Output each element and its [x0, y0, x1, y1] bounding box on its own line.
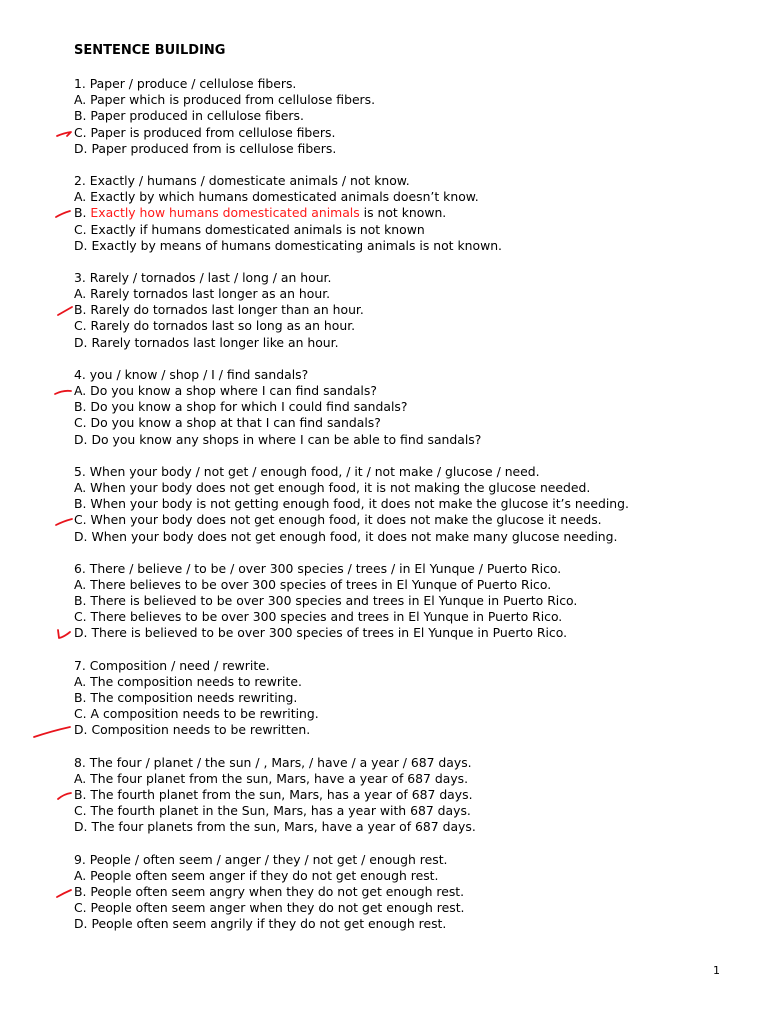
option-letter: D. [74, 431, 88, 447]
option-letter: C. [74, 124, 87, 140]
answer-option [74, 335, 734, 351]
option-text: When your body does not get enough food, it does not make the glucose it needs. [90, 512, 602, 528]
answer-option [74, 238, 734, 254]
option-letter: C. [74, 803, 87, 819]
answer-option [74, 674, 734, 690]
answer-option [74, 432, 734, 448]
option-text: Do you know any shops in where I can be able to find sandals? [91, 431, 482, 447]
option-letter: B. [74, 593, 87, 609]
option-text: Paper produced from is cellulose fibers. [91, 140, 337, 156]
question-item [74, 852, 734, 933]
answer-option [74, 205, 734, 221]
option-letter: A. [74, 189, 87, 205]
option-letter: C. [74, 900, 87, 916]
answer-option [74, 690, 734, 706]
question-item [74, 76, 734, 157]
answer-option [74, 787, 734, 803]
answer-option [74, 593, 734, 609]
option-letter: A. [74, 286, 87, 302]
option-letter: D. [74, 528, 88, 544]
option-letter: B. [74, 205, 87, 221]
option-letter: B. [74, 399, 87, 415]
option-text: Rarely do tornados last so long as an hour. [90, 318, 356, 334]
question-prompt: 6. There / believe / to be / over 300 species / trees / in El Yunque / Puerto Rico. [74, 560, 562, 576]
option-text: There is believed to be over 300 species of trees in El Yunque in Puerto Rico. [91, 625, 568, 641]
answer-option [74, 884, 734, 900]
option-text: People often seem angry when they do not get enough rest. [90, 883, 465, 899]
option-letter: C. [74, 512, 87, 528]
option-text: People often seem anger if they do not get enough rest. [90, 867, 439, 883]
answer-option [74, 92, 734, 108]
option-letter: C. [74, 609, 87, 625]
answer-option [74, 496, 734, 512]
question-item [74, 367, 734, 448]
question-prompt: 7. Composition / need / rewrite. [74, 657, 270, 673]
option-letter: B. [74, 496, 87, 512]
answer-option [74, 141, 734, 157]
option-text: Paper produced in cellulose fibers. [90, 108, 304, 124]
option-letter: B. [74, 108, 87, 124]
option-text: Exactly if humans domesticated animals is not known [90, 221, 425, 237]
option-text: When your body is not getting enough food, it does not make the glucose it’s needing. [90, 496, 629, 512]
option-text: The fourth planet in the Sun, Mars, has a year with 687 days. [90, 803, 471, 819]
answer-option [74, 916, 734, 932]
question-prompt: 4. you / know / shop / I / find sandals? [74, 366, 309, 382]
answer-option [74, 318, 734, 334]
option-letter: D. [74, 237, 88, 253]
option-letter: A. [74, 673, 87, 689]
option-letter: D. [74, 625, 88, 641]
option-letter: A. [74, 479, 87, 495]
option-letter: A. [74, 92, 87, 108]
answer-option [74, 900, 734, 916]
option-letter: A. [74, 867, 87, 883]
option-letter: B. [74, 690, 87, 705]
page-number: 1 [713, 964, 720, 977]
answer-option [74, 415, 734, 431]
option-text: Rarely tornados last longer as an hour. [90, 286, 331, 302]
option-text: Rarely tornados last longer like an hour. [91, 334, 339, 350]
option-letter: C. [74, 706, 87, 722]
option-text: The composition needs rewriting. [90, 690, 298, 705]
answer-option [74, 803, 734, 819]
option-text: The composition needs to rewrite. [90, 673, 302, 689]
question-prompt: 2. Exactly / humans / domesticate animals / not know. [74, 172, 410, 188]
question-prompt: 9. People / often seem / anger / they / not get / enough rest. [74, 851, 448, 867]
question-list [74, 76, 734, 932]
option-text: When your body does not get enough food, it does not make many glucose needing. [91, 528, 618, 544]
option-letter: C. [74, 318, 87, 334]
answer-option [74, 399, 734, 415]
option-text: The four planets from the sun, Mars, have a year of 687 days. [91, 819, 476, 835]
option-text: A composition needs to be rewriting. [90, 706, 319, 722]
answer-option [74, 222, 734, 238]
option-text: Do you know a shop at that I can find sandals? [90, 415, 381, 431]
answer-option [74, 529, 734, 545]
question-prompt: 5. When your body / not get / enough food, / it / not make / glucose / need. [74, 463, 540, 479]
option-letter: C. [74, 415, 87, 431]
option-letter: D. [74, 722, 88, 738]
option-letter: A. [74, 383, 87, 398]
answer-option [74, 108, 734, 124]
option-letter: B. [74, 786, 87, 802]
option-text: Exactly by means of humans domesticating animals is not known. [91, 237, 502, 253]
answer-option [74, 302, 734, 318]
answer-option [74, 480, 734, 496]
option-letter: D. [74, 140, 88, 156]
answer-option [74, 189, 734, 205]
question-prompt: 1. Paper / produce / cellulose fibers. [74, 76, 297, 91]
worksheet-title: SENTENCE BUILDING [74, 43, 226, 58]
option-letter: D. [74, 334, 88, 350]
option-letter: C. [74, 221, 87, 237]
answer-option [74, 819, 734, 835]
question-prompt: 3. Rarely / tornados / last / long / an hour. [74, 269, 332, 285]
answer-option [74, 286, 734, 302]
option-text: There believes to be over 300 species and trees in El Yunque in Puerto Rico. [90, 609, 563, 625]
option-text: Paper is produced from cellulose fibers. [90, 124, 336, 140]
option-text: There is believed to be over 300 species and trees in El Yunque in Puerto Rico. [90, 593, 578, 609]
answer-option [74, 609, 734, 625]
option-letter: A. [74, 576, 87, 592]
worksheet-page [74, 43, 734, 948]
answer-option [74, 577, 734, 593]
option-text: When your body does not get enough food, it is not making the glucose needed. [90, 479, 591, 495]
answer-option [74, 383, 734, 399]
option-letter: D. [74, 819, 88, 835]
question-prompt: 8. The four / planet / the sun / , Mars, / have / a year / 687 days. [74, 754, 472, 770]
option-text: Do you know a shop for which I could find sandals? [90, 399, 408, 415]
option-letter: B. [74, 883, 87, 899]
option-letter: D. [74, 916, 88, 932]
answer-option [74, 868, 734, 884]
option-text: Paper which is produced from cellulose fibers. [90, 92, 376, 108]
answer-option [74, 625, 734, 641]
question-item [74, 755, 734, 836]
question-item [74, 270, 734, 351]
question-item [74, 561, 734, 642]
option-text: Composition needs to be rewritten. [91, 722, 311, 738]
option-text: The fourth planet from the sun, Mars, has a year of 687 days. [90, 786, 473, 802]
question-item [74, 464, 734, 545]
option-text: People often seem angrily if they do not get enough rest. [91, 916, 447, 932]
option-text: People often seem anger when they do not get enough rest. [90, 900, 465, 916]
question-item [74, 173, 734, 254]
option-letter: B. [74, 302, 87, 318]
answer-option [74, 771, 734, 787]
option-text: Exactly by which humans domesticated animals doesn’t know. [90, 189, 479, 205]
option-text: The four planet from the sun, Mars, have a year of 687 days. [90, 770, 469, 786]
question-item [74, 658, 734, 739]
option-text: is not known. [359, 205, 447, 221]
option-text: Do you know a shop where I can find sandals? [90, 383, 377, 398]
answer-option [74, 125, 734, 141]
answer-option [74, 706, 734, 722]
highlighted-answer-text: Exactly how humans domesticated animals [90, 205, 360, 221]
answer-option [74, 512, 734, 528]
option-text: Rarely do tornados last longer than an hour. [90, 302, 364, 318]
option-letter: A. [74, 770, 87, 786]
option-text: There believes to be over 300 species of trees in El Yunque of Puerto Rico. [90, 576, 552, 592]
answer-option [74, 722, 734, 738]
